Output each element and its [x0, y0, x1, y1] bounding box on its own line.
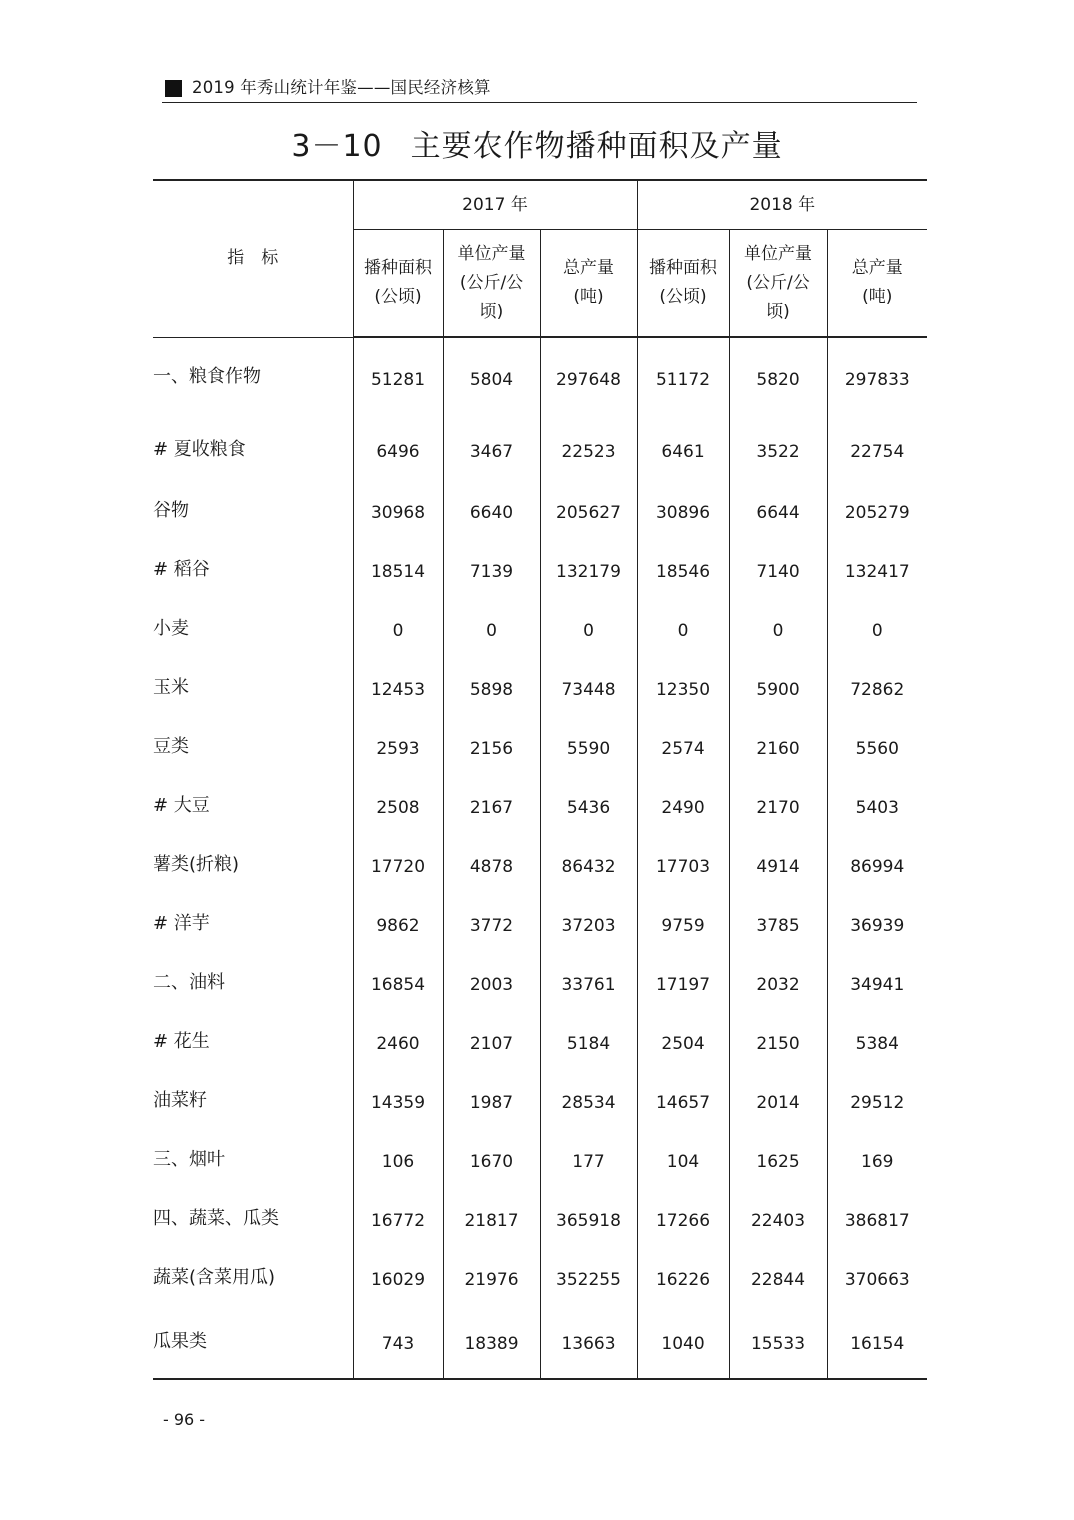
indicator-header: 指 标 — [153, 180, 353, 337]
table-cell: 17197 — [637, 955, 729, 1014]
table-cell: 9862 — [376, 915, 420, 936]
table-cell: 30968 — [370, 502, 426, 523]
table-cell: 169 — [827, 1132, 927, 1191]
table-cell: 0 — [729, 601, 827, 660]
page-number: - 96 - — [163, 1410, 206, 1429]
table-row — [153, 1014, 927, 1073]
table-cell: 2574 — [637, 719, 729, 778]
table-cell: 0 — [540, 601, 637, 660]
table-cell: 36939 — [827, 896, 927, 955]
table-cell: 0 — [827, 601, 927, 660]
table-cell: 0 — [637, 601, 729, 660]
row-label: 二、油料 — [153, 955, 353, 1014]
table-row — [153, 719, 927, 778]
table-cell: 1625 — [729, 1132, 827, 1191]
table-cell: 21976 — [443, 1250, 540, 1309]
table-cell: 132179 — [540, 542, 637, 601]
table-cell: 1987 — [443, 1073, 540, 1132]
table-cell: 9759 — [637, 896, 729, 955]
table-cell: 12453 — [370, 679, 426, 700]
table-cell: 365918 — [540, 1191, 637, 1250]
table-row — [153, 660, 927, 719]
table-cell: 4878 — [443, 837, 540, 896]
table-cell: 2593 — [376, 738, 420, 759]
table-cell: 14359 — [370, 1092, 426, 1113]
table-cell: 18546 — [637, 542, 729, 601]
table-cell: 5820 — [729, 337, 827, 421]
table-title — [0, 128, 1074, 166]
table-cell: 2107 — [443, 1014, 540, 1073]
table-cell: 743 — [381, 1333, 415, 1354]
table-cell: 2032 — [729, 955, 827, 1014]
table-cell: 6644 — [729, 483, 827, 542]
table-cell: 3467 — [443, 421, 540, 483]
row-label: 油菜籽 — [153, 1073, 353, 1132]
table-cell: 205627 — [540, 483, 637, 542]
table-cell: 1040 — [637, 1309, 729, 1379]
table-cell: 17266 — [637, 1191, 729, 1250]
running-header — [162, 78, 917, 103]
table-row — [153, 542, 927, 601]
table-cell: 14657 — [637, 1073, 729, 1132]
table-cell: 2167 — [443, 778, 540, 837]
row-label: 瓜果类 — [153, 1309, 353, 1379]
table-row — [153, 1191, 927, 1250]
row-label: 薯类(折粮) — [153, 837, 353, 896]
sub-header-output: 总产量 (吨) — [540, 230, 637, 338]
table-cell: 16154 — [827, 1309, 927, 1379]
year-header-2018: 2018 年 — [637, 180, 927, 230]
table-cell: 18514 — [370, 561, 426, 582]
table-cell: 22403 — [729, 1191, 827, 1250]
header-square-icon — [165, 80, 182, 97]
table-body — [153, 337, 927, 1379]
table-header — [153, 180, 927, 337]
table-cell: 13663 — [540, 1309, 637, 1379]
table-cell: 34941 — [827, 955, 927, 1014]
table-cell: 16029 — [370, 1269, 426, 1290]
table-cell: 37203 — [540, 896, 637, 955]
table-row — [153, 896, 927, 955]
table-cell: 297833 — [827, 337, 927, 421]
sub-header-yield: 单位产量 (公斤/公 顷) — [729, 230, 827, 338]
table-cell: 22844 — [729, 1250, 827, 1309]
table-cell: 2003 — [443, 955, 540, 1014]
crop-statistics-table — [153, 179, 927, 1380]
row-label: # 夏收粮食 — [153, 421, 353, 483]
row-label: 谷物 — [153, 483, 353, 542]
table-row — [153, 778, 927, 837]
table-cell: 7140 — [729, 542, 827, 601]
table-cell: 6496 — [376, 442, 420, 462]
table-cell: 22523 — [540, 421, 637, 483]
table-cell: 352255 — [540, 1250, 637, 1309]
table-cell: 22754 — [827, 421, 927, 483]
table-cell: 12350 — [637, 660, 729, 719]
table-cell: 5436 — [540, 778, 637, 837]
table-cell: 15533 — [729, 1309, 827, 1379]
table-cell: 2170 — [729, 778, 827, 837]
table-cell: 2014 — [729, 1073, 827, 1132]
row-label: # 花生 — [153, 1014, 353, 1073]
table-cell: 2156 — [443, 719, 540, 778]
table-cell: 5384 — [827, 1014, 927, 1073]
table-cell: 3785 — [729, 896, 827, 955]
table-cell: 33761 — [540, 955, 637, 1014]
table-cell: 51172 — [637, 337, 729, 421]
table-cell: 2160 — [729, 719, 827, 778]
table-cell: 106 — [381, 1151, 415, 1172]
table-number: 3－10 — [291, 129, 383, 164]
table-cell: 28534 — [540, 1073, 637, 1132]
table-cell: 3772 — [443, 896, 540, 955]
table-cell: 104 — [637, 1132, 729, 1191]
table-row — [153, 1309, 927, 1379]
table-cell: 0 — [392, 620, 404, 641]
table-row — [153, 421, 927, 483]
table-cell: 29512 — [827, 1073, 927, 1132]
row-label: # 洋芋 — [153, 896, 353, 955]
table-cell: 4914 — [729, 837, 827, 896]
table-cell: 73448 — [540, 660, 637, 719]
table-cell: 205279 — [827, 483, 927, 542]
table-cell: 297648 — [540, 337, 637, 421]
table-cell: 5403 — [827, 778, 927, 837]
table-cell: 16854 — [370, 974, 426, 995]
table-cell: 132417 — [827, 542, 927, 601]
table-cell: 370663 — [827, 1250, 927, 1309]
year-header-2017: 2017 年 — [353, 180, 637, 230]
sub-header-area: 播种面积 (公顷) — [637, 230, 729, 338]
table-cell: 51281 — [370, 369, 426, 390]
table-cell: 2460 — [376, 1033, 420, 1054]
table-cell: 1670 — [443, 1132, 540, 1191]
table-cell: 30896 — [637, 483, 729, 542]
table-cell: 2150 — [729, 1014, 827, 1073]
table-row — [153, 1073, 927, 1132]
table-cell: 6640 — [443, 483, 540, 542]
table-cell: 17720 — [370, 856, 426, 877]
table-cell: 6461 — [637, 421, 729, 483]
row-label: 四、蔬菜、瓜类 — [153, 1191, 353, 1250]
table-cell: 16226 — [637, 1250, 729, 1309]
table-row — [153, 837, 927, 896]
table-cell: 21817 — [443, 1191, 540, 1250]
table-title-text: 主要农作物播种面积及产量 — [410, 129, 783, 164]
sub-header-yield: 单位产量 (公斤/公 顷) — [443, 230, 540, 338]
row-label: 小麦 — [153, 601, 353, 660]
table-row — [153, 337, 927, 421]
table-cell: 7139 — [443, 542, 540, 601]
table-cell: 386817 — [827, 1191, 927, 1250]
table-cell: 2508 — [376, 797, 420, 818]
table-cell: 16772 — [370, 1210, 426, 1231]
table-cell: 3522 — [729, 421, 827, 483]
table-row — [153, 1250, 927, 1309]
table-cell: 72862 — [827, 660, 927, 719]
table-cell: 18389 — [443, 1309, 540, 1379]
row-label: # 大豆 — [153, 778, 353, 837]
table-cell: 177 — [540, 1132, 637, 1191]
table-cell: 5804 — [443, 337, 540, 421]
table-cell: 5184 — [540, 1014, 637, 1073]
table-cell: 0 — [443, 601, 540, 660]
table-cell: 5900 — [729, 660, 827, 719]
table-row — [153, 483, 927, 542]
table-cell: 5898 — [443, 660, 540, 719]
row-label: 蔬菜(含菜用瓜) — [153, 1250, 353, 1309]
sub-header-area: 播种面积 (公顷) — [353, 230, 443, 338]
table-cell: 86994 — [827, 837, 927, 896]
table-cell: 2504 — [637, 1014, 729, 1073]
table-row — [153, 601, 927, 660]
table-cell: 17703 — [637, 837, 729, 896]
table-cell: 2490 — [637, 778, 729, 837]
row-label: 三、烟叶 — [153, 1132, 353, 1191]
table-cell: 86432 — [540, 837, 637, 896]
table-cell: 5590 — [540, 719, 637, 778]
row-label: 豆类 — [153, 719, 353, 778]
row-label: # 稻谷 — [153, 542, 353, 601]
table-row — [153, 1132, 927, 1191]
running-title: 2019 年秀山统计年鉴——国民经济核算 — [192, 78, 491, 97]
sub-header-output: 总产量 (吨) — [827, 230, 927, 338]
table-cell: 5560 — [827, 719, 927, 778]
table-row — [153, 955, 927, 1014]
row-label: 一、粮食作物 — [153, 337, 353, 421]
row-label: 玉米 — [153, 660, 353, 719]
